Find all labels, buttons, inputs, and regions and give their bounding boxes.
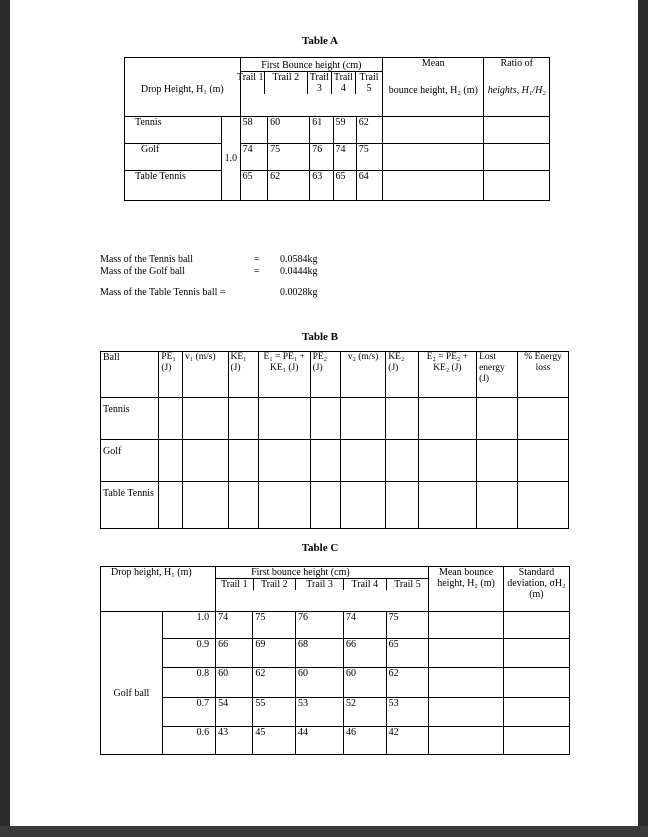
value-cell: 60 — [296, 668, 344, 698]
value-cell: 76 — [310, 144, 333, 171]
drop-height-value: 1.0 — [222, 117, 240, 201]
value-cell: 53 — [296, 698, 344, 727]
table-a — [124, 57, 550, 201]
header-pe1: PE₁ (J) — [159, 352, 183, 398]
drop-height-header: Drop Height, H₁ (m) — [125, 58, 241, 117]
mean-header — [383, 58, 484, 117]
value-cell: 59 — [333, 117, 356, 144]
table-a-title: Table A — [302, 35, 338, 47]
trail-header: Trail 5 — [359, 72, 379, 94]
value-cell: 66 — [343, 639, 386, 668]
header-e2: E₂ = PE₂ + KE₂ (J) — [418, 352, 476, 398]
mass-table-tennis-label: Mass of the Table Tennis ball = — [100, 287, 226, 298]
first-bounce-header — [236, 58, 383, 117]
first-bounce-title: First bounce height (cm) — [251, 567, 350, 578]
mass-tennis-value: 0.0584kg — [280, 254, 318, 265]
height-cell: 0.7 — [162, 698, 215, 727]
table-row — [101, 398, 569, 440]
value-cell: 60 — [268, 117, 310, 144]
trail-header: Trail 1 — [237, 72, 265, 94]
height-cell: 0.9 — [162, 639, 215, 668]
table-row — [101, 639, 570, 668]
header-e1: E₁ = PE₁ + KE₁ (J) — [258, 352, 310, 398]
ratio-cell — [484, 117, 550, 144]
value-cell: 62 — [268, 171, 310, 201]
table-row — [125, 171, 550, 201]
value-cell: 64 — [356, 171, 382, 201]
table-b — [100, 351, 569, 529]
value-cell: 65 — [333, 171, 356, 201]
golf-ball-label: Golf ball — [101, 612, 163, 755]
trail-header: Trail 4 — [344, 578, 387, 590]
value-cell: 68 — [296, 639, 344, 668]
table-row — [125, 117, 550, 144]
value-cell: 62 — [253, 668, 296, 698]
table-c — [100, 566, 570, 755]
value-cell: 62 — [356, 117, 382, 144]
trail-header: Trail 1 — [216, 578, 253, 590]
value-cell: 58 — [240, 117, 267, 144]
value-cell: 44 — [296, 727, 344, 755]
table-c-title: Table C — [301, 542, 339, 554]
value-cell: 75 — [386, 612, 429, 639]
header-v1: v₁ (m/s) — [183, 352, 228, 398]
value-cell: 45 — [253, 727, 296, 755]
value-cell: 75 — [253, 612, 296, 639]
value-cell: 46 — [343, 727, 386, 755]
table-row — [101, 668, 570, 698]
header-energy-loss: % Energy loss — [518, 352, 569, 398]
mean-title: Mean — [421, 58, 445, 69]
header-ball: Ball — [101, 352, 159, 398]
value-cell: 63 — [310, 171, 333, 201]
trail-header: Trail 2 — [254, 578, 297, 590]
height-cell: 0.8 — [162, 668, 215, 698]
std-header: Standard deviation, σH₂ (m) — [503, 567, 569, 612]
trail-header: Trail 4 — [332, 72, 356, 94]
trail-header: Trail 2 — [265, 72, 308, 94]
value-cell: 75 — [268, 144, 310, 171]
trail-header: Trail 3 — [308, 72, 332, 94]
viewer-bottom-bar — [0, 826, 648, 837]
ratio-cell — [484, 144, 550, 171]
trail-header: Trail 3 — [296, 578, 344, 590]
value-cell: 60 — [343, 668, 386, 698]
mean-cell — [383, 117, 484, 144]
value-cell: 62 — [386, 668, 429, 698]
height-cell: 0.6 — [162, 727, 215, 755]
ratio-header — [484, 58, 550, 117]
value-cell: 43 — [216, 727, 253, 755]
ball-name: Table Tennis — [101, 482, 159, 529]
ball-name: Golf — [125, 144, 222, 171]
table-row — [101, 698, 570, 727]
value-cell: 55 — [253, 698, 296, 727]
header-ke1: KE₁ (J) — [228, 352, 258, 398]
mean-header: Mean bounce height, H₂ (m) — [429, 567, 504, 612]
ball-name: Table Tennis — [125, 171, 222, 201]
mean-subtitle: bounce height, H₂ (m) — [388, 85, 478, 96]
ball-name: Golf — [101, 440, 159, 482]
table-row — [101, 727, 570, 755]
value-cell: 53 — [386, 698, 429, 727]
ratio-subtitle: heights, H₁/H₂ — [487, 85, 546, 96]
ball-name: Tennis — [101, 398, 159, 440]
first-bounce-title: First Bounce height (cm) — [241, 58, 383, 72]
value-cell: 61 — [310, 117, 333, 144]
mass-tennis-eq: = — [254, 254, 260, 265]
ratio-cell — [484, 171, 550, 201]
value-cell: 60 — [216, 668, 253, 698]
table-row — [125, 144, 550, 171]
value-cell: 74 — [343, 612, 386, 639]
header-lost-energy: Lost energy (J) — [477, 352, 518, 398]
mean-cell — [383, 144, 484, 171]
mean-cell — [383, 171, 484, 201]
mass-golf-label: Mass of the Golf ball — [100, 266, 185, 277]
table-row — [101, 612, 570, 639]
value-cell: 65 — [386, 639, 429, 668]
header-v2: v₂ (m/s) — [340, 352, 385, 398]
trail-headers — [236, 72, 383, 94]
mass-table-tennis-value: 0.0028kg — [280, 287, 318, 298]
value-cell: 66 — [216, 639, 253, 668]
ratio-title: Ratio of — [500, 58, 533, 69]
value-cell: 54 — [216, 698, 253, 727]
value-cell: 65 — [240, 171, 267, 201]
value-cell: 74 — [240, 144, 267, 171]
mass-tennis-label: Mass of the Tennis ball — [100, 254, 193, 265]
first-bounce-header — [216, 567, 429, 612]
table-row — [101, 482, 569, 529]
mass-golf-eq: = — [254, 266, 260, 277]
value-cell: 52 — [343, 698, 386, 727]
value-cell: 76 — [296, 612, 344, 639]
document-page — [10, 0, 638, 826]
table-header-row — [101, 352, 569, 398]
value-cell: 75 — [356, 144, 382, 171]
value-cell: 74 — [333, 144, 356, 171]
trail-header: Trail 5 — [387, 578, 429, 590]
table-b-title: Table B — [302, 331, 338, 343]
header-ke2: KE₂ (J) — [386, 352, 418, 398]
value-cell: 69 — [253, 639, 296, 668]
ball-name: Tennis — [125, 117, 222, 144]
drop-height-header: Drop height, H₁ (m) — [101, 567, 216, 612]
value-cell: 74 — [216, 612, 253, 639]
height-cell: 1.0 — [162, 612, 215, 639]
value-cell: 42 — [386, 727, 429, 755]
header-pe2: PE₂ (J) — [310, 352, 340, 398]
mass-golf-value: 0.0444kg — [280, 266, 318, 277]
trail-headers — [216, 578, 428, 590]
table-header-row — [101, 567, 570, 612]
table-row — [101, 440, 569, 482]
